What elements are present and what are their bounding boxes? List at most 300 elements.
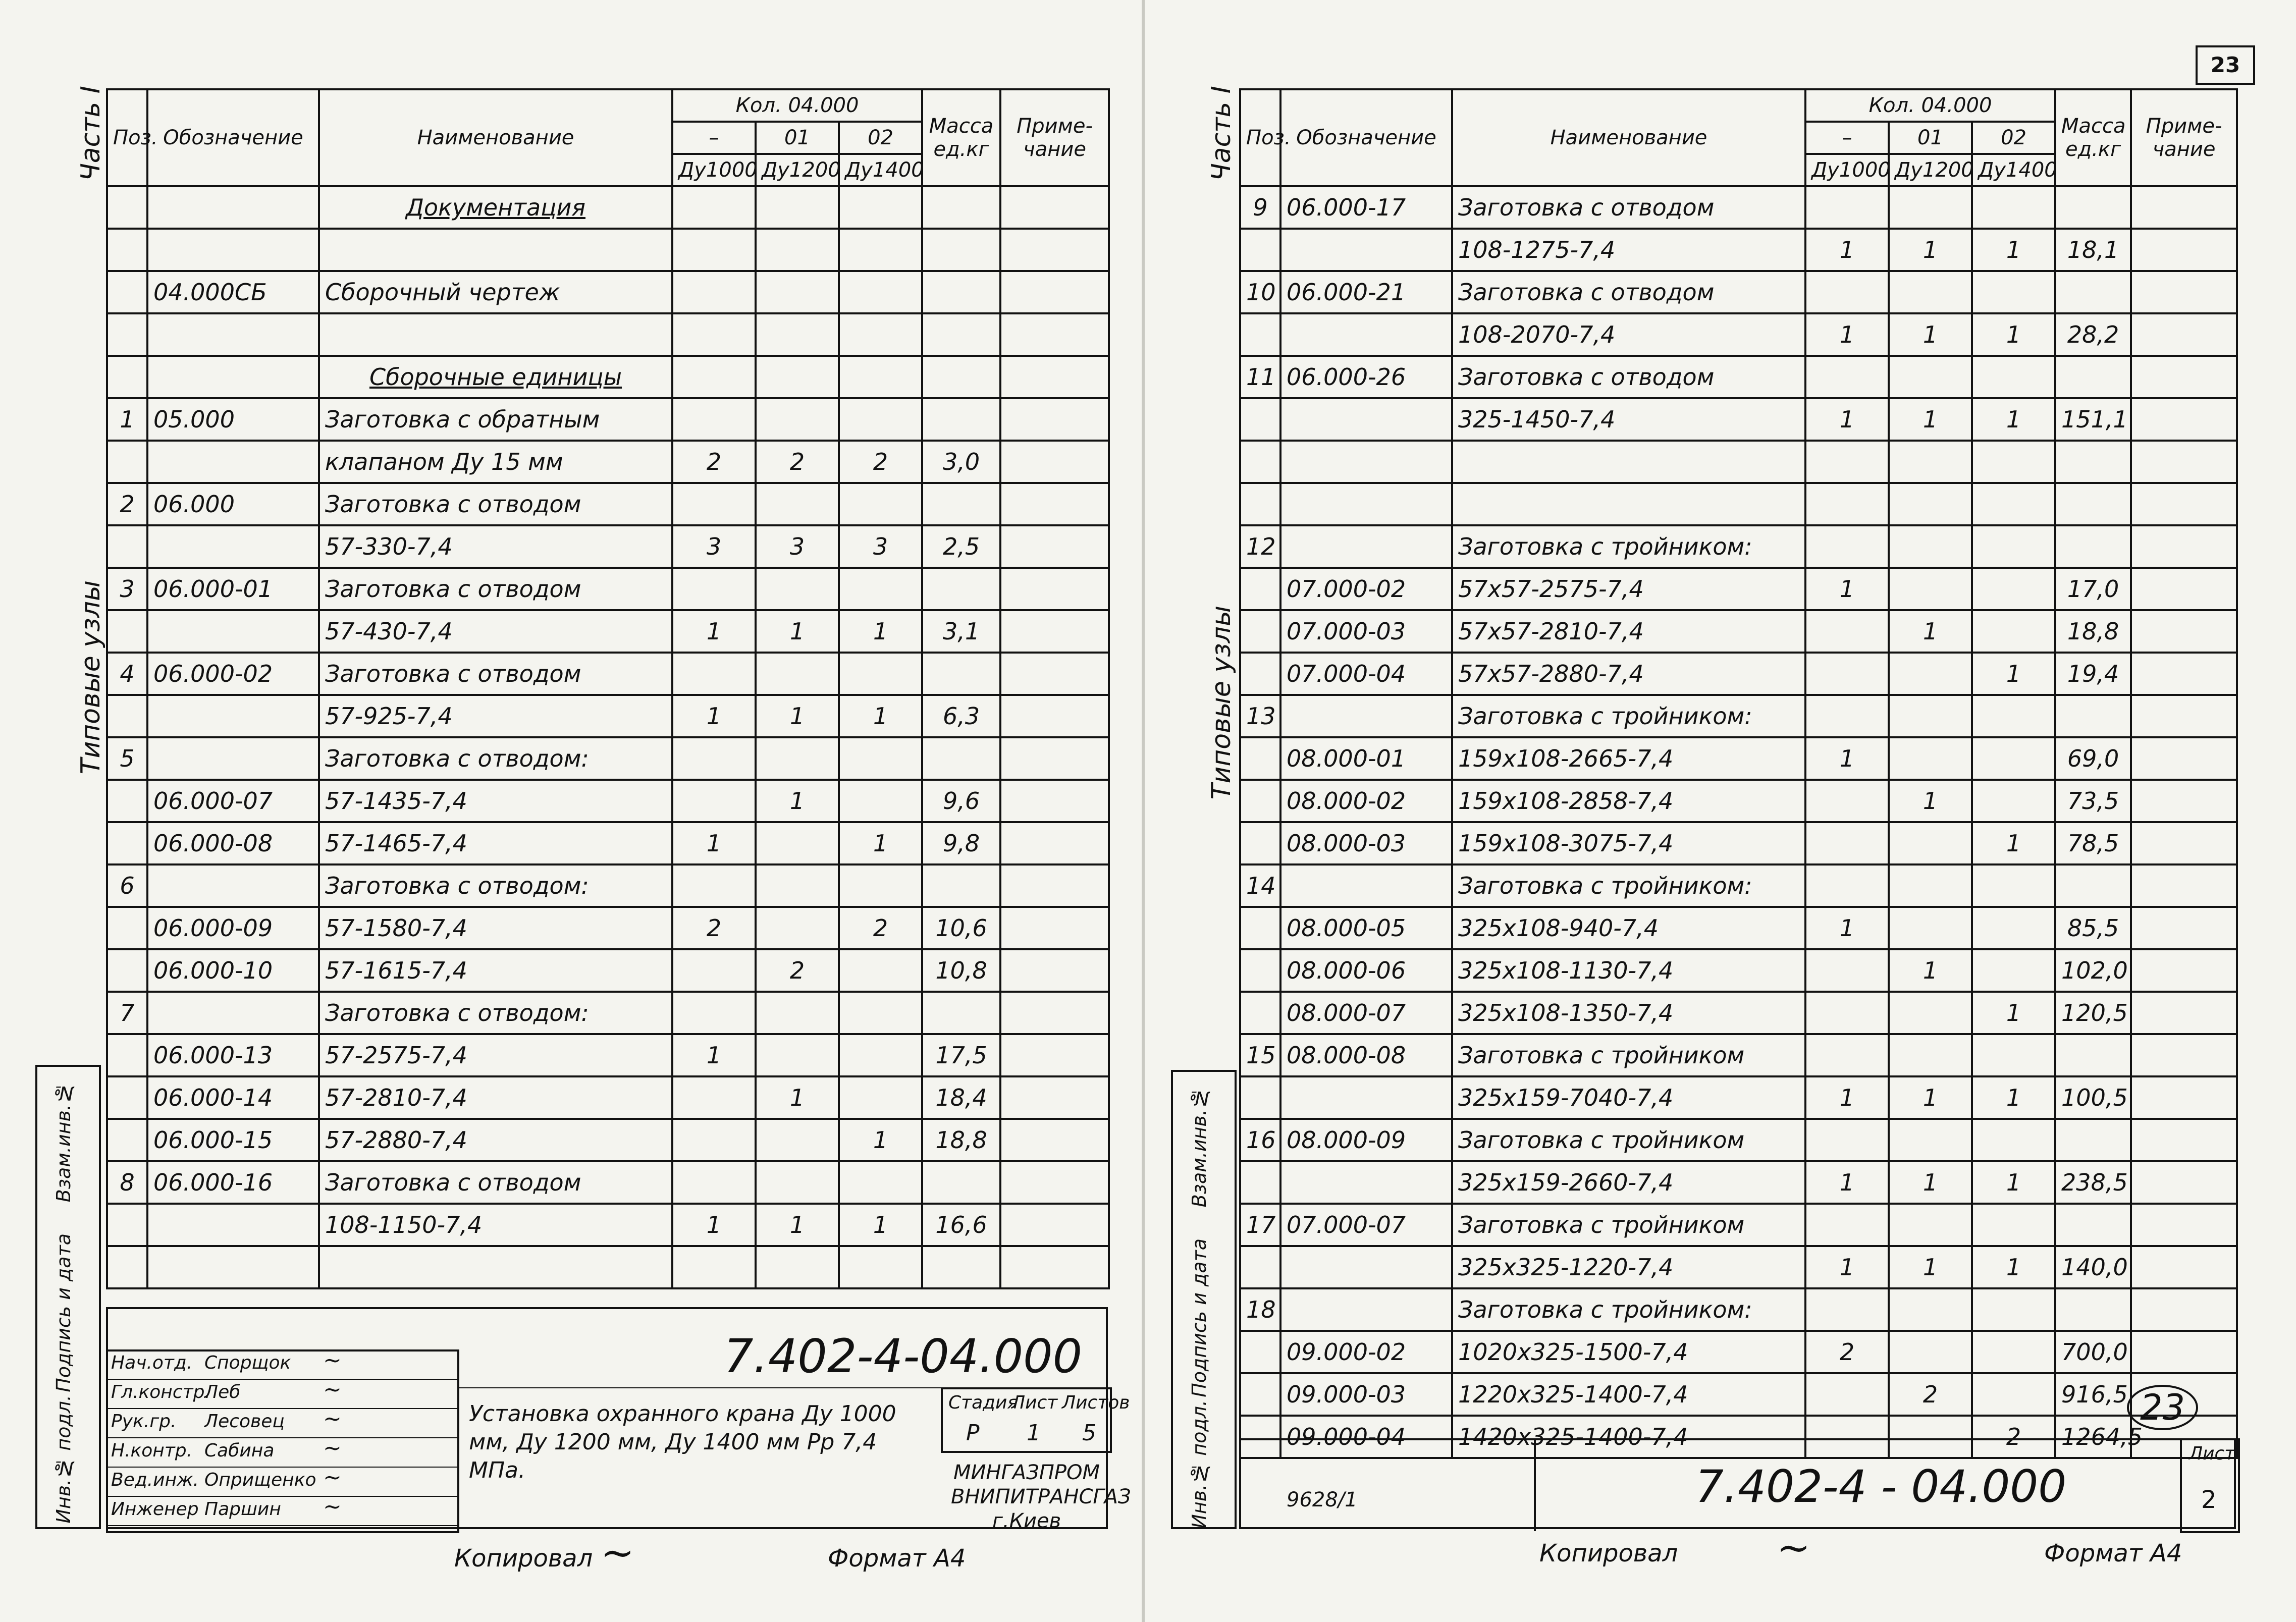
cell-qty bbox=[839, 1034, 922, 1076]
cell-name: 159x108-2665-7,4 bbox=[1452, 737, 1805, 780]
cell-qty bbox=[1889, 525, 1972, 568]
cell-designation bbox=[147, 525, 319, 568]
cell-name: 57-430-7,4 bbox=[319, 610, 672, 653]
cell-name: Заготовка с отводом bbox=[319, 653, 672, 695]
cell-qty: 1 bbox=[1805, 907, 1889, 949]
cell-note bbox=[2131, 907, 2237, 949]
cell-mass: 78,5 bbox=[2055, 822, 2131, 864]
cell-designation: 08.000-09 bbox=[1280, 1119, 1452, 1161]
cell-note bbox=[2131, 1076, 2237, 1119]
role-label: Нач.отд. bbox=[111, 1353, 193, 1373]
cell-designation bbox=[1280, 313, 1452, 356]
cell-name: 325x108-1130-7,4 bbox=[1452, 949, 1805, 992]
cell-qty bbox=[839, 864, 922, 907]
cell-qty: 2 bbox=[672, 441, 756, 483]
cell-designation: 08.000-01 bbox=[1280, 737, 1452, 780]
cell-pos bbox=[107, 1204, 147, 1246]
cell-note bbox=[1000, 1204, 1109, 1246]
cell-designation: 07.000-04 bbox=[1280, 653, 1452, 695]
signature: ~ bbox=[323, 1347, 342, 1373]
cell-pos: 15 bbox=[1240, 1034, 1280, 1076]
cell-qty bbox=[756, 1246, 839, 1288]
cell-qty bbox=[672, 949, 756, 992]
col-qty: Кол. 04.000 bbox=[672, 89, 922, 122]
cell-name: 57x57-2880-7,4 bbox=[1452, 653, 1805, 695]
right-sheet bbox=[1156, 0, 2296, 1622]
table-row bbox=[107, 271, 1109, 313]
cell-qty: 1 bbox=[1889, 610, 1972, 653]
stamp-text: Взам.инв.№ bbox=[1188, 1087, 1210, 1208]
cell-mass: 3,1 bbox=[922, 610, 1000, 653]
cell-qty bbox=[756, 356, 839, 398]
fold-line bbox=[1142, 0, 1145, 1622]
col-designation: Обозначение bbox=[1280, 89, 1452, 186]
cell-note bbox=[1000, 271, 1109, 313]
table-row bbox=[107, 1246, 1109, 1288]
cell-qty bbox=[756, 568, 839, 610]
table-row bbox=[1240, 441, 2237, 483]
cell-qty bbox=[672, 186, 756, 229]
cell-qty bbox=[1805, 992, 1889, 1034]
typical-label: Типовые узлы bbox=[1206, 606, 1237, 800]
cell-name: 57-2810-7,4 bbox=[319, 1076, 672, 1119]
cell-mass bbox=[2055, 1288, 2131, 1331]
cell-note bbox=[1000, 356, 1109, 398]
cell-designation bbox=[147, 695, 319, 737]
cell-designation: 05.000 bbox=[147, 398, 319, 441]
cell-qty bbox=[756, 737, 839, 780]
cell-pos bbox=[107, 1246, 147, 1288]
cell-qty bbox=[1889, 1119, 1972, 1161]
cell-pos bbox=[107, 525, 147, 568]
role-label: Гл.констр. bbox=[111, 1382, 210, 1402]
cell-mass bbox=[922, 992, 1000, 1034]
cell-name: Документация bbox=[319, 186, 672, 229]
cell-qty bbox=[756, 483, 839, 525]
cell-note bbox=[1000, 907, 1109, 949]
cell-pos bbox=[1240, 610, 1280, 653]
cell-note bbox=[1000, 1246, 1109, 1288]
stamp-text: Взам.инв.№ bbox=[52, 1082, 75, 1203]
table-row bbox=[107, 186, 1109, 229]
col-name: Наименование bbox=[1452, 89, 1805, 186]
cell-note bbox=[1000, 864, 1109, 907]
spec-table-left bbox=[106, 88, 1110, 1289]
cell-qty: 2 bbox=[839, 441, 922, 483]
cell-qty bbox=[756, 822, 839, 864]
col-note: Приме- чание bbox=[1000, 89, 1109, 186]
cell-designation: 09.000-02 bbox=[1280, 1331, 1452, 1373]
cell-mass: 18,1 bbox=[2055, 229, 2131, 271]
cell-qty bbox=[1972, 949, 2055, 992]
cell-qty bbox=[672, 398, 756, 441]
cell-note bbox=[1000, 398, 1109, 441]
cell-note bbox=[1000, 780, 1109, 822]
cell-mass: 140,0 bbox=[2055, 1246, 2131, 1288]
cell-designation bbox=[147, 864, 319, 907]
cell-note bbox=[2131, 186, 2237, 229]
cell-pos bbox=[1240, 483, 1280, 525]
cell-qty: 1 bbox=[1805, 568, 1889, 610]
cell-qty bbox=[756, 398, 839, 441]
cell-pos: 7 bbox=[107, 992, 147, 1034]
cell-qty: 1 bbox=[1972, 229, 2055, 271]
cell-pos: 3 bbox=[107, 568, 147, 610]
col-dn: Ду1400 bbox=[1972, 154, 2055, 186]
org: МИНГАЗПРОМ ВНИПИТРАНСГАЗ г.Киев bbox=[951, 1461, 1131, 1533]
stamp-text: Инв.№ подл. bbox=[1188, 1400, 1210, 1529]
cell-mass bbox=[2055, 695, 2131, 737]
cell-qty: 1 bbox=[1889, 1246, 1972, 1288]
cell-pos bbox=[107, 907, 147, 949]
cell-pos: 11 bbox=[1240, 356, 1280, 398]
cell-name: 108-2070-7,4 bbox=[1452, 313, 1805, 356]
cell-qty: 1 bbox=[756, 695, 839, 737]
cell-mass: 120,5 bbox=[2055, 992, 2131, 1034]
cell-mass bbox=[2055, 356, 2131, 398]
cell-qty bbox=[672, 483, 756, 525]
table-row bbox=[1240, 483, 2237, 525]
cell-mass bbox=[2055, 186, 2131, 229]
cell-name bbox=[319, 313, 672, 356]
cell-qty bbox=[839, 568, 922, 610]
cell-qty bbox=[1805, 695, 1889, 737]
cell-name: 159x108-3075-7,4 bbox=[1452, 822, 1805, 864]
cell-mass bbox=[2055, 1034, 2131, 1076]
cell-mass bbox=[922, 229, 1000, 271]
cell-note bbox=[1000, 737, 1109, 780]
cell-mass bbox=[922, 1246, 1000, 1288]
cell-mass: 18,4 bbox=[922, 1076, 1000, 1119]
cell-pos bbox=[1240, 1161, 1280, 1204]
table-row bbox=[107, 822, 1109, 864]
role-label: Инженер bbox=[111, 1499, 199, 1520]
cell-qty bbox=[672, 229, 756, 271]
role-row-line bbox=[106, 1496, 459, 1497]
cell-mass: 6,3 bbox=[922, 695, 1000, 737]
cell-mass: 102,0 bbox=[2055, 949, 2131, 992]
cell-mass bbox=[2055, 1204, 2131, 1246]
cell-mass bbox=[922, 398, 1000, 441]
cell-pos bbox=[1240, 229, 1280, 271]
cell-designation bbox=[147, 737, 319, 780]
cell-pos: 6 bbox=[107, 864, 147, 907]
table-row bbox=[1240, 568, 2237, 610]
cell-note bbox=[2131, 780, 2237, 822]
cell-qty: 1 bbox=[839, 822, 922, 864]
cell-note bbox=[1000, 1076, 1109, 1119]
cell-qty: 1 bbox=[756, 780, 839, 822]
cell-designation bbox=[147, 610, 319, 653]
table-row bbox=[107, 1034, 1109, 1076]
cell-pos bbox=[107, 610, 147, 653]
table-row bbox=[1240, 229, 2237, 271]
cell-qty bbox=[672, 864, 756, 907]
cell-qty bbox=[1972, 1204, 2055, 1246]
cell-qty bbox=[1805, 1204, 1889, 1246]
cell-note bbox=[2131, 1119, 2237, 1161]
cell-qty bbox=[839, 780, 922, 822]
col-mass: Масса ед.кг bbox=[2055, 89, 2131, 186]
cell-designation: 06.000-08 bbox=[147, 822, 319, 864]
cell-note bbox=[2131, 610, 2237, 653]
cell-qty: 1 bbox=[672, 610, 756, 653]
cell-designation bbox=[147, 313, 319, 356]
role-name: Леб bbox=[204, 1382, 241, 1402]
table-row bbox=[1240, 1119, 2237, 1161]
cell-qty: 1 bbox=[756, 610, 839, 653]
role-label: Рук.гр. bbox=[111, 1411, 177, 1432]
part-label: Часть I bbox=[76, 86, 106, 181]
cell-mass: 238,5 bbox=[2055, 1161, 2131, 1204]
col-variant: 02 bbox=[839, 122, 922, 154]
cell-qty bbox=[1889, 653, 1972, 695]
cell-qty bbox=[1805, 525, 1889, 568]
cell-qty bbox=[1889, 186, 1972, 229]
format-label: Формат А4 bbox=[2044, 1539, 2182, 1567]
cell-qty: 1 bbox=[672, 1204, 756, 1246]
table-row bbox=[1240, 398, 2237, 441]
cell-mass: 9,6 bbox=[922, 780, 1000, 822]
table-row bbox=[1240, 822, 2237, 864]
cell-designation: 07.000-02 bbox=[1280, 568, 1452, 610]
cell-qty bbox=[1972, 271, 2055, 313]
cell-designation bbox=[1280, 229, 1452, 271]
cell-note bbox=[1000, 441, 1109, 483]
cell-name bbox=[1452, 483, 1805, 525]
cell-qty bbox=[1972, 864, 2055, 907]
table-row bbox=[1240, 992, 2237, 1034]
cell-note bbox=[2131, 1331, 2237, 1373]
cell-qty bbox=[1805, 949, 1889, 992]
cell-qty: 3 bbox=[839, 525, 922, 568]
cell-qty: 1 bbox=[1805, 1076, 1889, 1119]
cell-qty bbox=[1889, 568, 1972, 610]
format-label: Формат А4 bbox=[828, 1544, 966, 1573]
cell-qty bbox=[1972, 695, 2055, 737]
cell-qty bbox=[839, 653, 922, 695]
cell-note bbox=[2131, 695, 2237, 737]
cell-qty bbox=[756, 992, 839, 1034]
cell-qty bbox=[756, 271, 839, 313]
cell-qty bbox=[1972, 1119, 2055, 1161]
cell-qty bbox=[672, 271, 756, 313]
cell-note bbox=[1000, 992, 1109, 1034]
cell-qty bbox=[839, 186, 922, 229]
cell-mass: 18,8 bbox=[2055, 610, 2131, 653]
doc-title: Установка охранного крана Ду 1000 мм, Ду 1200 мм, Ду 1400 мм Рр 7,4 МПа. bbox=[469, 1401, 896, 1483]
cell-name: Заготовка с тройником: bbox=[1452, 525, 1805, 568]
cell-qty: 1 bbox=[1972, 653, 2055, 695]
table-row bbox=[1240, 610, 2237, 653]
table-row bbox=[107, 653, 1109, 695]
cell-mass bbox=[2055, 525, 2131, 568]
cell-designation bbox=[1280, 483, 1452, 525]
cell-qty bbox=[1889, 992, 1972, 1034]
cell-pos: 12 bbox=[1240, 525, 1280, 568]
cell-mass: 28,2 bbox=[2055, 313, 2131, 356]
cell-designation: 06.000-10 bbox=[147, 949, 319, 992]
col-dn: Ду1200 bbox=[756, 154, 839, 186]
cell-designation bbox=[147, 186, 319, 229]
cell-pos: 5 bbox=[107, 737, 147, 780]
cell-note bbox=[2131, 653, 2237, 695]
cell-name: Заготовка с отводом bbox=[1452, 271, 1805, 313]
cell-qty bbox=[1805, 1373, 1889, 1416]
cell-designation bbox=[147, 441, 319, 483]
col-variant: – bbox=[1805, 122, 1889, 154]
sheet-label: Лист bbox=[2189, 1443, 2235, 1464]
col-variant: 01 bbox=[756, 122, 839, 154]
signature: ~ bbox=[323, 1435, 342, 1461]
cell-mass: 10,6 bbox=[922, 907, 1000, 949]
cell-note bbox=[2131, 483, 2237, 525]
cell-name: 325x325-1220-7,4 bbox=[1452, 1246, 1805, 1288]
cell-pos bbox=[107, 441, 147, 483]
cell-name: Сборочный чертеж bbox=[319, 271, 672, 313]
table-row bbox=[1240, 1034, 2237, 1076]
cell-designation bbox=[147, 356, 319, 398]
cell-note bbox=[2131, 398, 2237, 441]
cell-designation: 08.000-06 bbox=[1280, 949, 1452, 992]
cell-qty: 1 bbox=[756, 1076, 839, 1119]
cell-qty bbox=[1889, 483, 1972, 525]
cell-mass: 73,5 bbox=[2055, 780, 2131, 822]
cell-qty: 1 bbox=[1889, 1161, 1972, 1204]
cell-pos: 18 bbox=[1240, 1288, 1280, 1331]
cell-qty: 1 bbox=[839, 695, 922, 737]
cell-qty bbox=[1805, 1119, 1889, 1161]
cell-pos bbox=[1240, 653, 1280, 695]
cell-note bbox=[2131, 1204, 2237, 1246]
cell-name: 325x108-940-7,4 bbox=[1452, 907, 1805, 949]
cell-qty: 1 bbox=[1805, 1161, 1889, 1204]
cell-designation bbox=[1280, 441, 1452, 483]
cell-designation bbox=[147, 1246, 319, 1288]
cell-mass bbox=[2055, 271, 2131, 313]
side-stamp bbox=[35, 1065, 101, 1529]
spec-table-right bbox=[1239, 88, 2238, 1459]
cell-qty bbox=[756, 907, 839, 949]
cell-qty bbox=[756, 1161, 839, 1204]
cell-pos: 17 bbox=[1240, 1204, 1280, 1246]
role-name: Паршин bbox=[204, 1499, 281, 1520]
cell-designation: 06.000-16 bbox=[147, 1161, 319, 1204]
cell-note bbox=[2131, 356, 2237, 398]
cell-qty bbox=[1972, 186, 2055, 229]
cell-qty: 1 bbox=[672, 695, 756, 737]
cell-qty bbox=[1972, 1034, 2055, 1076]
part-label: Часть I bbox=[1206, 86, 1237, 181]
cell-mass bbox=[922, 271, 1000, 313]
cell-note bbox=[1000, 949, 1109, 992]
cell-qty bbox=[1889, 737, 1972, 780]
cell-qty: 2 bbox=[672, 907, 756, 949]
cell-name bbox=[319, 1246, 672, 1288]
role-name: Лесовец bbox=[204, 1411, 285, 1432]
cell-qty bbox=[839, 949, 922, 992]
cell-pos bbox=[1240, 780, 1280, 822]
cell-qty bbox=[672, 653, 756, 695]
cell-pos bbox=[107, 186, 147, 229]
cell-qty: 1 bbox=[1972, 992, 2055, 1034]
cell-qty bbox=[839, 313, 922, 356]
cell-pos bbox=[107, 271, 147, 313]
col-variant: – bbox=[672, 122, 756, 154]
cell-qty bbox=[1889, 822, 1972, 864]
col-pos: Поз. bbox=[107, 89, 147, 186]
cell-pos bbox=[1240, 398, 1280, 441]
cell-designation: 08.000-02 bbox=[1280, 780, 1452, 822]
cell-note bbox=[1000, 1161, 1109, 1204]
cell-qty: 1 bbox=[839, 610, 922, 653]
cell-qty bbox=[839, 483, 922, 525]
cell-designation bbox=[147, 229, 319, 271]
cell-designation: 08.000-07 bbox=[1280, 992, 1452, 1034]
cell-qty bbox=[1805, 610, 1889, 653]
cell-name: 57-925-7,4 bbox=[319, 695, 672, 737]
cell-name: 325x108-1350-7,4 bbox=[1452, 992, 1805, 1034]
cell-qty bbox=[1805, 441, 1889, 483]
copied-label: Копировал bbox=[454, 1544, 593, 1573]
cell-qty bbox=[756, 864, 839, 907]
cell-qty: 1 bbox=[1805, 313, 1889, 356]
table-row bbox=[1240, 1288, 2237, 1331]
cell-pos bbox=[1240, 822, 1280, 864]
cell-name: 1020x325-1500-7,4 bbox=[1452, 1331, 1805, 1373]
cell-name: Заготовка с отводом: bbox=[319, 864, 672, 907]
cell-mass: 2,5 bbox=[922, 525, 1000, 568]
cell-mass: 85,5 bbox=[2055, 907, 2131, 949]
cell-name: 57-330-7,4 bbox=[319, 525, 672, 568]
stamp-text: Подпись и дата bbox=[1188, 1238, 1210, 1397]
table-row bbox=[1240, 271, 2237, 313]
cell-mass bbox=[922, 737, 1000, 780]
cell-note bbox=[2131, 1034, 2237, 1076]
cell-designation bbox=[1280, 1076, 1452, 1119]
table-row bbox=[107, 568, 1109, 610]
cell-qty bbox=[1889, 441, 1972, 483]
cell-designation: 08.000-03 bbox=[1280, 822, 1452, 864]
sheet-label: Лист bbox=[1011, 1392, 1058, 1413]
table-row bbox=[107, 1076, 1109, 1119]
cell-designation: 06.000-09 bbox=[147, 907, 319, 949]
cell-qty bbox=[839, 356, 922, 398]
cell-note bbox=[1000, 610, 1109, 653]
cell-pos bbox=[1240, 737, 1280, 780]
cell-qty bbox=[1889, 356, 1972, 398]
cell-name: 57x57-2810-7,4 bbox=[1452, 610, 1805, 653]
cell-qty: 1 bbox=[1805, 398, 1889, 441]
cell-qty bbox=[1972, 1288, 2055, 1331]
cell-name: Заготовка с тройником: bbox=[1452, 864, 1805, 907]
cell-mass: 18,8 bbox=[922, 1119, 1000, 1161]
cell-mass bbox=[2055, 864, 2131, 907]
typical-label: Типовые узлы bbox=[76, 580, 106, 775]
cell-mass bbox=[922, 568, 1000, 610]
cell-designation: 04.000СБ bbox=[147, 271, 319, 313]
cell-qty bbox=[1889, 907, 1972, 949]
cell-qty bbox=[1805, 1288, 1889, 1331]
cell-qty bbox=[756, 1034, 839, 1076]
cell-note bbox=[1000, 695, 1109, 737]
cell-qty bbox=[1972, 610, 2055, 653]
cell-qty bbox=[1889, 1288, 1972, 1331]
cell-designation bbox=[1280, 525, 1452, 568]
cell-name: 57-1435-7,4 bbox=[319, 780, 672, 822]
doc-note: 9628/1 bbox=[1287, 1488, 1358, 1511]
cell-qty: 1 bbox=[1972, 1076, 2055, 1119]
